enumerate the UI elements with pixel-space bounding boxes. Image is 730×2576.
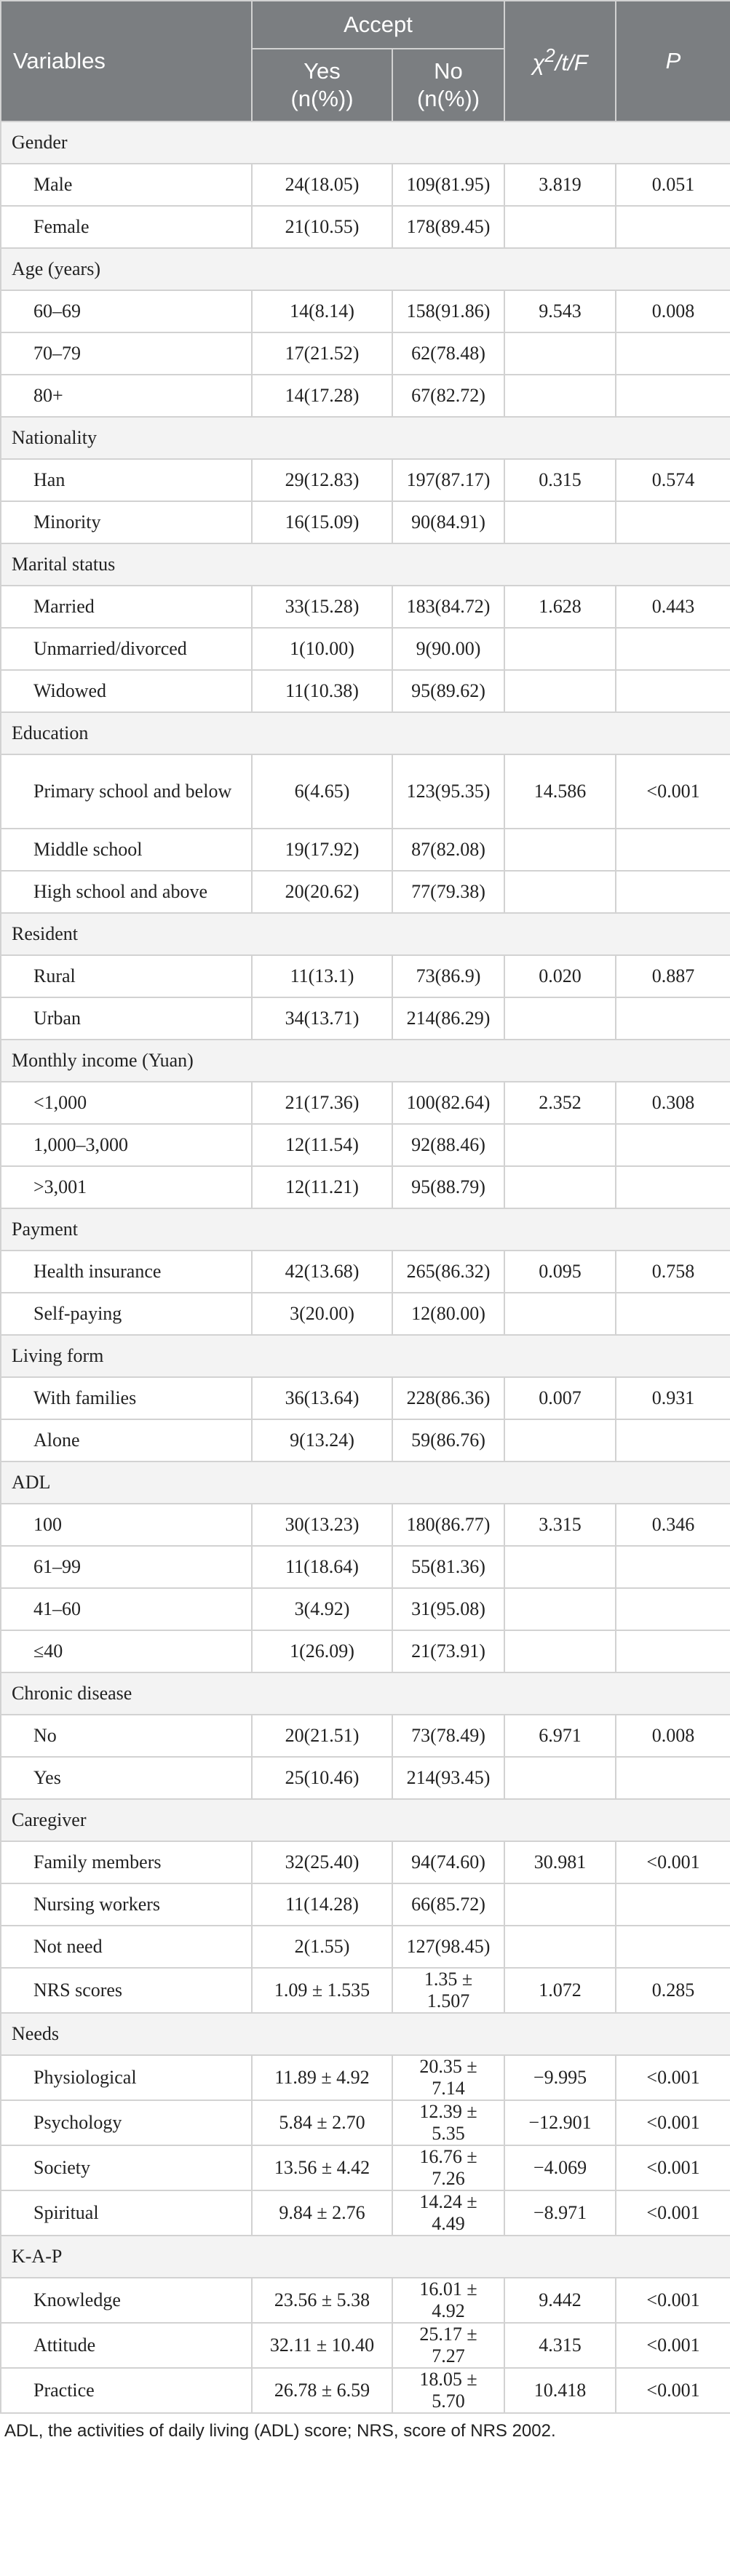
group-title: K-A-P xyxy=(1,2236,730,2278)
header-variables: Variables xyxy=(1,1,252,121)
no-value: 16.76 ± 7.26 xyxy=(392,2145,504,2190)
statistic-value: −4.069 xyxy=(504,2145,616,2190)
statistic-value: 4.315 xyxy=(504,2323,616,2368)
row-label: Not need xyxy=(1,1926,252,1968)
yes-value: 19(17.92) xyxy=(252,829,392,871)
p-value xyxy=(616,670,730,712)
table-row xyxy=(1,1377,730,1419)
yes-value: 9.84 ± 2.76 xyxy=(252,2190,392,2236)
yes-value: 3(20.00) xyxy=(252,1293,392,1335)
table-row xyxy=(1,2145,730,2190)
p-value: 0.887 xyxy=(616,955,730,997)
group-title: Payment xyxy=(1,1208,730,1251)
yes-value: 11(10.38) xyxy=(252,670,392,712)
p-value: 0.443 xyxy=(616,586,730,628)
no-value: 90(84.91) xyxy=(392,501,504,543)
header-no-unit: (n(%)) xyxy=(416,86,480,111)
row-label: Han xyxy=(1,459,252,501)
table-row xyxy=(1,586,730,628)
yes-value: 32.11 ± 10.40 xyxy=(252,2323,392,2368)
table-row xyxy=(1,1968,730,2013)
group-header-row xyxy=(1,1462,730,1504)
p-value xyxy=(616,1630,730,1672)
no-value: 66(85.72) xyxy=(392,1883,504,1926)
group-title: Age (years) xyxy=(1,248,730,290)
p-value xyxy=(616,628,730,670)
no-value: 92(88.46) xyxy=(392,1124,504,1166)
row-label: 41–60 xyxy=(1,1588,252,1630)
statistic-value xyxy=(504,1124,616,1166)
table-row xyxy=(1,1883,730,1926)
row-label: Health insurance xyxy=(1,1251,252,1293)
table-row xyxy=(1,829,730,871)
no-value: 55(81.36) xyxy=(392,1546,504,1588)
group-header-row xyxy=(1,712,730,754)
row-label: Yes xyxy=(1,1757,252,1799)
table-row xyxy=(1,2190,730,2236)
p-value: 0.931 xyxy=(616,1377,730,1419)
p-value xyxy=(616,1166,730,1208)
header-no xyxy=(392,49,504,121)
yes-value: 14(17.28) xyxy=(252,375,392,417)
no-value: 12.39 ± 5.35 xyxy=(392,2100,504,2145)
table-row xyxy=(1,1926,730,1968)
table-row xyxy=(1,375,730,417)
yes-value: 11(13.1) xyxy=(252,955,392,997)
yes-value: 14(8.14) xyxy=(252,290,392,332)
p-value: <0.001 xyxy=(616,1841,730,1883)
row-label: Spiritual xyxy=(1,2190,252,2236)
table-row xyxy=(1,332,730,375)
table-footnote: ADL, the activities of daily living (ADL) score; NRS, score of NRS 2002. xyxy=(4,2421,556,2441)
statistic-value: −9.995 xyxy=(504,2055,616,2100)
no-value: 95(88.79) xyxy=(392,1166,504,1208)
yes-value: 25(10.46) xyxy=(252,1757,392,1799)
header-statistic xyxy=(504,1,616,121)
group-header-row xyxy=(1,1040,730,1082)
p-value xyxy=(616,206,730,248)
no-value: 100(82.64) xyxy=(392,1082,504,1124)
table-row xyxy=(1,2100,730,2145)
table-row xyxy=(1,1166,730,1208)
table-row xyxy=(1,1504,730,1546)
statistic-value xyxy=(504,206,616,248)
table-row xyxy=(1,1757,730,1799)
no-value: 214(93.45) xyxy=(392,1757,504,1799)
no-value: 12(80.00) xyxy=(392,1293,504,1335)
group-title: ADL xyxy=(1,1462,730,1504)
group-title: Living form xyxy=(1,1335,730,1377)
no-value: 197(87.17) xyxy=(392,459,504,501)
table-row xyxy=(1,1588,730,1630)
statistic-value xyxy=(504,997,616,1040)
p-value: 0.758 xyxy=(616,1251,730,1293)
no-value: 25.17 ± 7.27 xyxy=(392,2323,504,2368)
statistic-value: 9.442 xyxy=(504,2278,616,2323)
no-value: 20.35 ± 7.14 xyxy=(392,2055,504,2100)
group-title: Resident xyxy=(1,913,730,955)
statistic-value: 6.971 xyxy=(504,1715,616,1757)
statistic-value xyxy=(504,1630,616,1672)
header-accept: Accept xyxy=(252,1,504,49)
p-value: <0.001 xyxy=(616,754,730,829)
yes-value: 30(13.23) xyxy=(252,1504,392,1546)
yes-value: 21(17.36) xyxy=(252,1082,392,1124)
row-label: Family members xyxy=(1,1841,252,1883)
group-header-row xyxy=(1,1799,730,1841)
no-value: 62(78.48) xyxy=(392,332,504,375)
row-label: ≤40 xyxy=(1,1630,252,1672)
p-value xyxy=(616,1419,730,1462)
yes-value: 1(10.00) xyxy=(252,628,392,670)
group-title: Chronic disease xyxy=(1,1672,730,1715)
row-label: Physiological xyxy=(1,2055,252,2100)
p-value: <0.001 xyxy=(616,2145,730,2190)
yes-value: 3(4.92) xyxy=(252,1588,392,1630)
header-stat-chi: χ xyxy=(532,49,545,76)
yes-value: 23.56 ± 5.38 xyxy=(252,2278,392,2323)
group-title: Gender xyxy=(1,121,730,164)
yes-value: 12(11.54) xyxy=(252,1124,392,1166)
statistic-value: 0.095 xyxy=(504,1251,616,1293)
statistic-value: 3.315 xyxy=(504,1504,616,1546)
row-label: Nursing workers xyxy=(1,1883,252,1926)
no-value: 265(86.32) xyxy=(392,1251,504,1293)
row-label: 100 xyxy=(1,1504,252,1546)
yes-value: 6(4.65) xyxy=(252,754,392,829)
no-value: 94(74.60) xyxy=(392,1841,504,1883)
table-row xyxy=(1,2055,730,2100)
yes-value: 17(21.52) xyxy=(252,332,392,375)
p-value xyxy=(616,1926,730,1968)
yes-value: 34(13.71) xyxy=(252,997,392,1040)
statistic-value xyxy=(504,1588,616,1630)
statistic-value: −8.971 xyxy=(504,2190,616,2236)
table-row xyxy=(1,501,730,543)
statistic-value xyxy=(504,332,616,375)
yes-value: 24(18.05) xyxy=(252,164,392,206)
no-value: 180(86.77) xyxy=(392,1504,504,1546)
no-value: 1.35 ± 1.507 xyxy=(392,1968,504,2013)
statistic-value: 30.981 xyxy=(504,1841,616,1883)
row-label: Female xyxy=(1,206,252,248)
statistic-value xyxy=(504,1293,616,1335)
statistic-value xyxy=(504,628,616,670)
statistic-value xyxy=(504,1883,616,1926)
row-label: 70–79 xyxy=(1,332,252,375)
p-value: 0.008 xyxy=(616,1715,730,1757)
statistic-value: 14.586 xyxy=(504,754,616,829)
statistic-value: 0.315 xyxy=(504,459,616,501)
row-label: Minority xyxy=(1,501,252,543)
row-label: With families xyxy=(1,1377,252,1419)
row-label: Society xyxy=(1,2145,252,2190)
row-label: 80+ xyxy=(1,375,252,417)
statistic-value xyxy=(504,1757,616,1799)
no-value: 16.01 ± 4.92 xyxy=(392,2278,504,2323)
group-header-row xyxy=(1,1335,730,1377)
p-value: <0.001 xyxy=(616,2323,730,2368)
p-value xyxy=(616,871,730,913)
p-value xyxy=(616,332,730,375)
table-row xyxy=(1,1546,730,1588)
table-row xyxy=(1,2368,730,2413)
p-value xyxy=(616,1293,730,1335)
no-value: 77(79.38) xyxy=(392,871,504,913)
p-value xyxy=(616,829,730,871)
header-yes xyxy=(252,49,392,121)
no-value: 31(95.08) xyxy=(392,1588,504,1630)
row-label: 1,000–3,000 xyxy=(1,1124,252,1166)
table-body xyxy=(1,121,730,2413)
yes-value: 11(18.64) xyxy=(252,1546,392,1588)
statistic-value: 3.819 xyxy=(504,164,616,206)
p-value xyxy=(616,1883,730,1926)
yes-value: 33(15.28) xyxy=(252,586,392,628)
table-row xyxy=(1,1293,730,1335)
row-label: Psychology xyxy=(1,2100,252,2145)
yes-value: 29(12.83) xyxy=(252,459,392,501)
group-title: Caregiver xyxy=(1,1799,730,1841)
no-value: 21(73.91) xyxy=(392,1630,504,1672)
yes-value: 32(25.40) xyxy=(252,1841,392,1883)
table-row xyxy=(1,628,730,670)
yes-value: 21(10.55) xyxy=(252,206,392,248)
statistic-value xyxy=(504,871,616,913)
table-row xyxy=(1,754,730,829)
table-row xyxy=(1,290,730,332)
table-row xyxy=(1,1841,730,1883)
p-value: 0.574 xyxy=(616,459,730,501)
statistic-value: 0.020 xyxy=(504,955,616,997)
table-row xyxy=(1,459,730,501)
row-label: Widowed xyxy=(1,670,252,712)
statistic-value: 10.418 xyxy=(504,2368,616,2413)
no-value: 9(90.00) xyxy=(392,628,504,670)
no-value: 73(78.49) xyxy=(392,1715,504,1757)
statistic-value: 0.007 xyxy=(504,1377,616,1419)
row-label: Married xyxy=(1,586,252,628)
p-value: <0.001 xyxy=(616,2190,730,2236)
statistic-value xyxy=(504,1926,616,1968)
p-value: 0.285 xyxy=(616,1968,730,2013)
yes-value: 36(13.64) xyxy=(252,1377,392,1419)
yes-value: 20(21.51) xyxy=(252,1715,392,1757)
statistic-value xyxy=(504,375,616,417)
p-value xyxy=(616,1546,730,1588)
row-label: Self-paying xyxy=(1,1293,252,1335)
p-value: <0.001 xyxy=(616,2368,730,2413)
statistic-value: 1.072 xyxy=(504,1968,616,2013)
row-label: Knowledge xyxy=(1,2278,252,2323)
group-header-row xyxy=(1,1672,730,1715)
group-header-row xyxy=(1,1208,730,1251)
group-title: Marital status xyxy=(1,543,730,586)
p-value: 0.308 xyxy=(616,1082,730,1124)
no-value: 158(91.86) xyxy=(392,290,504,332)
table-row xyxy=(1,1419,730,1462)
header-p-value: P xyxy=(616,1,730,121)
no-value: 87(82.08) xyxy=(392,829,504,871)
p-value: 0.051 xyxy=(616,164,730,206)
no-value: 73(86.9) xyxy=(392,955,504,997)
yes-value: 16(15.09) xyxy=(252,501,392,543)
p-value xyxy=(616,501,730,543)
table-row xyxy=(1,2278,730,2323)
table-row xyxy=(1,164,730,206)
row-label: No xyxy=(1,1715,252,1757)
no-value: 127(98.45) xyxy=(392,1926,504,1968)
yes-value: 5.84 ± 2.70 xyxy=(252,2100,392,2145)
row-label: Urban xyxy=(1,997,252,1040)
group-header-row xyxy=(1,248,730,290)
table-row xyxy=(1,997,730,1040)
p-value xyxy=(616,375,730,417)
yes-value: 12(11.21) xyxy=(252,1166,392,1208)
header-no-label: No xyxy=(434,58,463,84)
no-value: 178(89.45) xyxy=(392,206,504,248)
row-label: Rural xyxy=(1,955,252,997)
no-value: 67(82.72) xyxy=(392,375,504,417)
yes-value: 9(13.24) xyxy=(252,1419,392,1462)
statistic-value: 1.628 xyxy=(504,586,616,628)
row-label: Alone xyxy=(1,1419,252,1462)
table-row xyxy=(1,1251,730,1293)
p-value xyxy=(616,1757,730,1799)
row-label: NRS scores xyxy=(1,1968,252,2013)
statistic-value xyxy=(504,1546,616,1588)
no-value: 59(86.76) xyxy=(392,1419,504,1462)
row-label: 60–69 xyxy=(1,290,252,332)
yes-value: 1.09 ± 1.535 xyxy=(252,1968,392,2013)
table-row xyxy=(1,1124,730,1166)
row-label: Attitude xyxy=(1,2323,252,2368)
statistic-value xyxy=(504,501,616,543)
table-header xyxy=(1,1,730,121)
no-value: 95(89.62) xyxy=(392,670,504,712)
yes-value: 20(20.62) xyxy=(252,871,392,913)
group-header-row xyxy=(1,2013,730,2055)
yes-value: 2(1.55) xyxy=(252,1926,392,1968)
p-value: <0.001 xyxy=(616,2100,730,2145)
no-value: 18.05 ± 5.70 xyxy=(392,2368,504,2413)
table-row xyxy=(1,955,730,997)
row-label: >3,001 xyxy=(1,1166,252,1208)
group-header-row xyxy=(1,2236,730,2278)
p-value: 0.008 xyxy=(616,290,730,332)
group-header-row xyxy=(1,121,730,164)
header-yes-label: Yes xyxy=(303,58,341,84)
group-title: Monthly income (Yuan) xyxy=(1,1040,730,1082)
yes-value: 1(26.09) xyxy=(252,1630,392,1672)
yes-value: 11.89 ± 4.92 xyxy=(252,2055,392,2100)
row-label: High school and above xyxy=(1,871,252,913)
table-row xyxy=(1,1715,730,1757)
p-value: <0.001 xyxy=(616,2278,730,2323)
p-value xyxy=(616,1124,730,1166)
statistic-value xyxy=(504,1166,616,1208)
group-header-row xyxy=(1,913,730,955)
no-value: 183(84.72) xyxy=(392,586,504,628)
p-value: <0.001 xyxy=(616,2055,730,2100)
row-label: Practice xyxy=(1,2368,252,2413)
yes-value: 11(14.28) xyxy=(252,1883,392,1926)
no-value: 109(81.95) xyxy=(392,164,504,206)
group-title: Needs xyxy=(1,2013,730,2055)
row-label: <1,000 xyxy=(1,1082,252,1124)
yes-value: 42(13.68) xyxy=(252,1251,392,1293)
header-yes-unit: (n(%)) xyxy=(290,86,354,111)
group-title: Education xyxy=(1,712,730,754)
no-value: 228(86.36) xyxy=(392,1377,504,1419)
p-value xyxy=(616,1588,730,1630)
statistic-value: −12.901 xyxy=(504,2100,616,2145)
table-row xyxy=(1,1630,730,1672)
no-value: 214(86.29) xyxy=(392,997,504,1040)
row-label: Primary school and below xyxy=(1,754,252,829)
header-stat-rest: /t/F xyxy=(555,49,588,76)
row-label: 61–99 xyxy=(1,1546,252,1588)
group-title: Nationality xyxy=(1,417,730,459)
table-row xyxy=(1,1082,730,1124)
group-header-row xyxy=(1,543,730,586)
yes-value: 13.56 ± 4.42 xyxy=(252,2145,392,2190)
no-value: 14.24 ± 4.49 xyxy=(392,2190,504,2236)
p-value: 0.346 xyxy=(616,1504,730,1546)
p-value xyxy=(616,997,730,1040)
statistic-value xyxy=(504,1419,616,1462)
statistic-value: 9.543 xyxy=(504,290,616,332)
table-row xyxy=(1,206,730,248)
yes-value: 26.78 ± 6.59 xyxy=(252,2368,392,2413)
row-label: Unmarried/divorced xyxy=(1,628,252,670)
row-label: Male xyxy=(1,164,252,206)
statistic-value xyxy=(504,670,616,712)
table-row xyxy=(1,670,730,712)
row-label: Middle school xyxy=(1,829,252,871)
no-value: 123(95.35) xyxy=(392,754,504,829)
table-row xyxy=(1,2323,730,2368)
header-stat-sup: 2 xyxy=(544,46,555,67)
group-header-row xyxy=(1,417,730,459)
table-row xyxy=(1,871,730,913)
statistic-value xyxy=(504,829,616,871)
statistic-value: 2.352 xyxy=(504,1082,616,1124)
